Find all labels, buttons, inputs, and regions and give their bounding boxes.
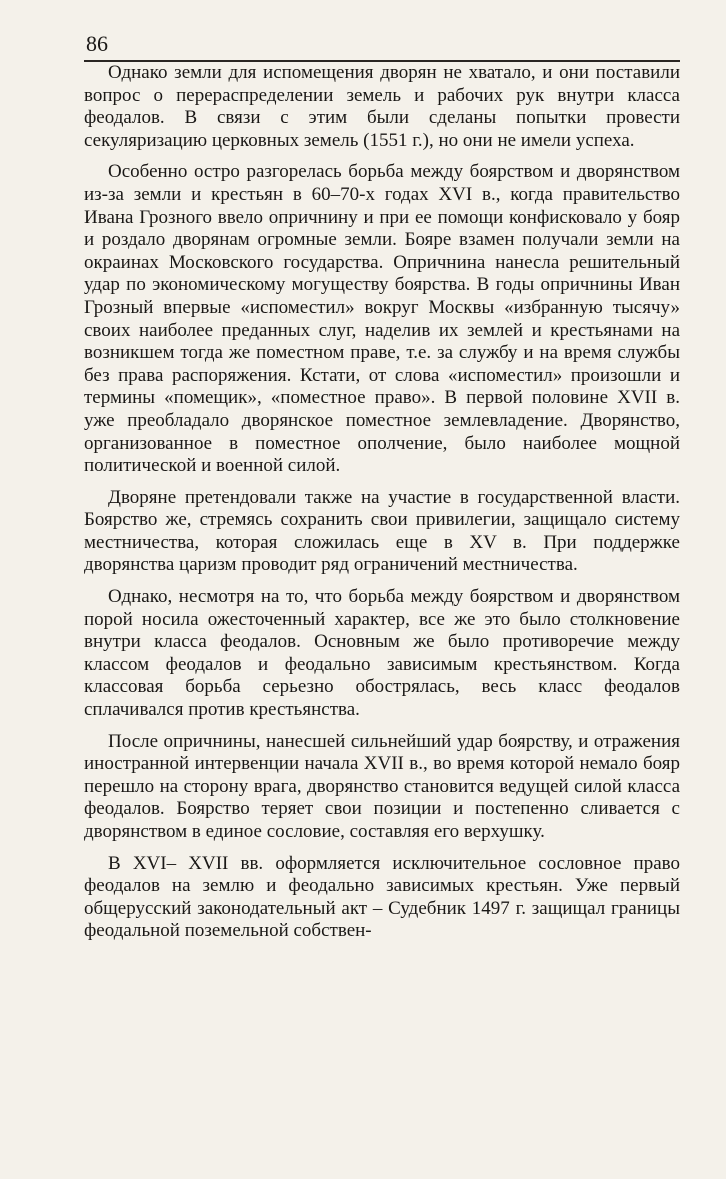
paragraph-land-shortage: Однако земли для испомещения дворян не хватало, и они поставили вопрос о перераспределении земель и рабочих рук внутри класса феодалов. В связи с этим были сделаны попытки провести секуляризацию церковных земель (1551 г.), но они не имели успеха. (84, 62, 680, 151)
paragraph-estate-right: В XVI– XVII вв. оформляется исключительное сословное право феодалов на землю и феодально зависимых крестьян. Уже первый общерусский законодательный акт – Судебник 1497 г. защищал границы феодальной поземельной собствен- (84, 852, 680, 942)
page-number: 86 (86, 31, 108, 56)
paragraph-mestnichestvo: Дворяне претендовали также на участие в государственной власти. Боярство же, стремясь сохранить свои привилегии, защищало систему местничества, которая сложилась еще в XV в. При поддержке дворянства царизм проводит ряд ограничений местничества. (84, 486, 680, 576)
paragraph-nobility-rise: После опричнины, нанесшей сильнейший удар боярству, и отражения иностранной интервенции начала XVII в., во время которой немало бояр перешло на сторону врага, дворянство становится ведущей силой класса феодалов. Боярство теряет свои позиции и постепенно сливается с дворянством в единое сословие, составляя его верхушку. (84, 730, 680, 842)
body-text (84, 62, 680, 952)
paragraph-oprichnina: Особенно остро разгорелась борьба между боярством и дворянством из-за земли и крестьян в 60–70-х годах XVI в., когда правительство Ивана Грозного ввело опричнину и при ее помощи конфисковало у бояр и роздало дворянам огромные земли. Бояре взамен получали земли на окраинах Московского государства. Опричнина нанесла решительный удар по экономическому могуществу боярства. В годы опричнины Иван Грозный впервые «испоместил» вокруг Москвы «избранную тысячу» своих наиболее преданных слуг, наделив их землей и крестьянами на возникшем тогда же поместном праве, т.е. за службу и на время службы без права распоряжения. Кстати, от слова «испоместил» произошли и термины «помещик», «поместное право». В первой половине XVII в. уже преобладало дворянское поместное землевладение. Дворянство, организованное в поместное ополчение, было наиболее мощной политической и военной силой. (84, 161, 680, 477)
paragraph-class-struggle: Однако, несмотря на то, что борьба между боярством и дворянством порой носила ожесточенный характер, все же это было столкновение внутри класса феодалов. Основным же было противоречие между классом феодалов и феодально зависимым крестьянством. Когда классовая борьба серьезно обострялась, весь класс феодалов сплачивался против крестьянства. (84, 586, 680, 721)
